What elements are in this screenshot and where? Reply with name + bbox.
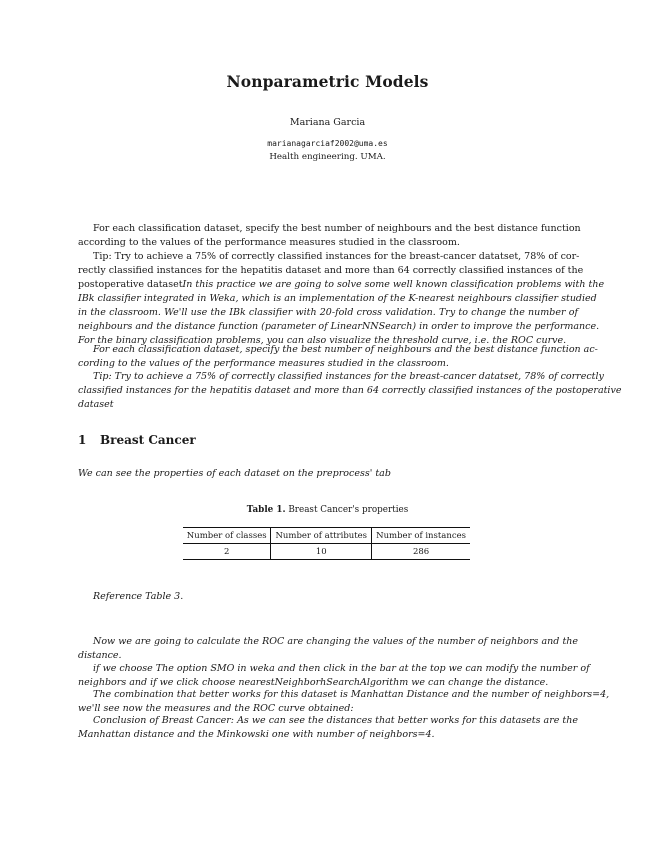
text-line: classified instances for the hepatitis dataset and more than 64 correctly classified instances of the postoperative	[78, 385, 622, 396]
table-row	[183, 544, 470, 560]
text-line: The combination that better works for this dataset is Manhattan Distance and the number of neighbors=4,	[93, 689, 610, 700]
section-intro	[78, 467, 578, 481]
intro-paragraph-4	[78, 370, 622, 412]
author-email: marianagarciaf2002@uma.es	[267, 139, 388, 148]
text-line: For each classification dataset, specify the best number of neighbours and the best distance function ac-	[93, 344, 598, 355]
text-line: if we choose The option SMO in weka and then click in the bar at the top we can modify the number of	[93, 663, 590, 674]
intro-paragraph-2	[78, 250, 605, 348]
text-run: postoperative dataset	[78, 279, 183, 290]
text-line: we'll see now the measures and the ROC curve obtained:	[78, 703, 354, 714]
text-line: according to the values of the performance measures studied in the classroom.	[78, 237, 460, 248]
text-line: Tip: Try to achieve a 75% of correctly classified instances for the breast-cancer datatset, 78% of cor-	[93, 251, 580, 262]
text-line: distance.	[78, 650, 122, 661]
paper-title: Nonparametric Models	[226, 72, 429, 91]
text-line: Conclusion of Breast Cancer: As we can see the distances that better works for this datasets are the	[93, 715, 578, 726]
text-line: Tip: Try to achieve a 75% of correctly classified instances for the breast-cancer datatset, 78% of correctly	[93, 371, 604, 382]
table-header-cell: Number of classes	[186, 531, 267, 541]
text-line: rectly classified instances for the hepatitis dataset and more than 64 correctly classified instances of the	[78, 265, 584, 276]
section-paragraph-3	[78, 688, 610, 716]
text-line: in the classroom. We'll use the IBk classifier with 20-fold cross validation. Try to change the number of	[78, 307, 578, 318]
table-caption	[0, 505, 655, 515]
author-affiliation: Health engineering. UMA.	[269, 152, 386, 162]
intro-paragraph-1	[78, 222, 581, 250]
section-heading	[78, 433, 196, 447]
text-run-italic: In this practice we are going to solve some well known classification problems with the	[182, 279, 605, 290]
author-name: Mariana Garcia	[289, 117, 366, 128]
table-cell: 2	[224, 547, 230, 557]
table-cell: 10	[271, 544, 372, 560]
section-paragraph-1	[78, 635, 578, 663]
text-line: Now we are going to calculate the ROC are changing the values of the number of neighbors and the	[93, 636, 578, 647]
text-line: For the binary classification problems, you can also visualize the threshold curve, i.e. the ROC curve.	[78, 335, 567, 346]
properties-table	[183, 527, 470, 560]
text-line: neighbors and if we click choose nearestNeighborhSearchAlgorithm we can change the distance.	[78, 677, 549, 688]
intro-paragraph-3	[78, 343, 598, 371]
text-line: We can see the properties of each dataset on the preprocess' tab	[78, 468, 391, 479]
text-line: IBk classifier integrated in Weka, which is an implementation of the K-nearest neighbours classifier studied	[78, 293, 597, 304]
section-number: 1	[78, 433, 87, 447]
text-line: Reference Table 3.	[93, 591, 184, 602]
table-header-cell: Number of instances	[372, 528, 470, 544]
section-paragraph-2	[78, 662, 590, 690]
text-line: Manhattan distance and the Minkowski one with number of neighbors=4.	[78, 729, 435, 740]
table-caption-label: Table 1.	[246, 505, 286, 515]
table-header-row	[183, 528, 470, 544]
text-line-mixed	[78, 278, 605, 292]
section-paragraph-4	[78, 714, 578, 742]
reference-note	[93, 590, 578, 604]
text-line: For each classification dataset, specify the best number of neighbours and the best distance function	[93, 223, 581, 234]
table-caption-text: Breast Cancer's properties	[288, 505, 409, 515]
table-header-cell: Number of attributes	[271, 528, 372, 544]
text-line: neighbours and the distance function (parameter of LinearNNSearch) in order to improve the performance.	[78, 321, 600, 332]
text-line: cording to the values of the performance measures studied in the classroom.	[78, 358, 449, 369]
section-title: Breast Cancer	[100, 433, 196, 447]
text-line: dataset	[78, 399, 114, 410]
table-cell: 286	[372, 544, 470, 560]
